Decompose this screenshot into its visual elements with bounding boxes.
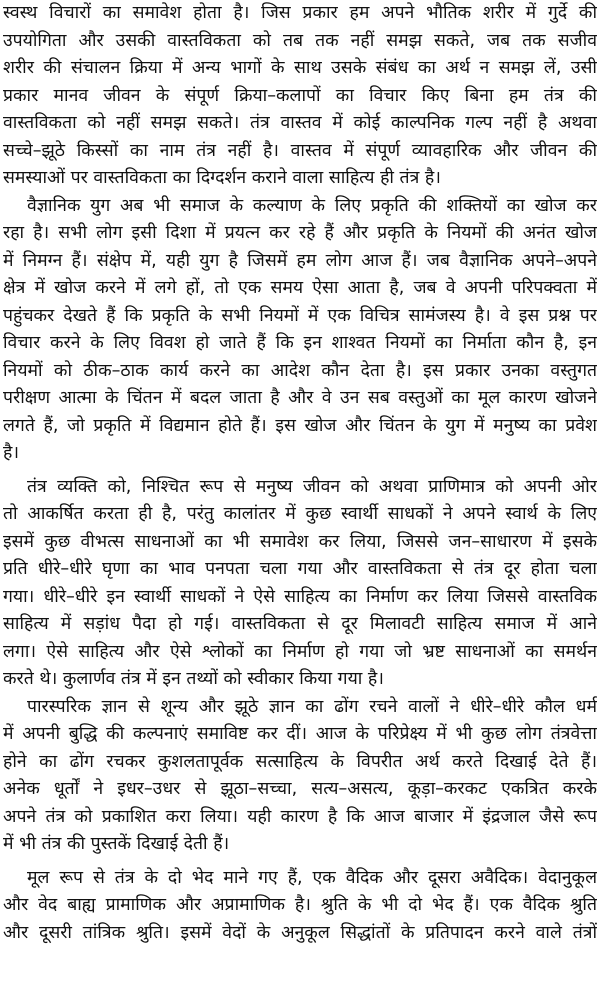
text-line: साहित्य में सड़ांध पैदा हो गई। वास्तविकता से दूर मिलावटी साहित्य समाज में आने [3, 614, 597, 634]
text-line: करते थे। कुलार्णव तंत्र में इन तथ्यों को स्वीकार किया गया है। [3, 669, 384, 689]
paragraph-4 [3, 694, 597, 859]
text-line: स्वस्थ विचारों का समावेश होता है। जिस प्रकार हम अपने भौतिक शरीर में गुर्दे की [3, 3, 597, 23]
text-line: और वेद बाह्य प्रामाणिक और अप्रामाणिक है। श्रुति के भी दो भेद हैं। एक वैदिक श्रुति [3, 895, 597, 915]
text-line: प्रति धीरे–धीरे घृणा का भाव पनपता चला गया और वास्तविकता से तंत्र दूर होता चला [3, 559, 597, 579]
text-line: पारस्परिक ज्ञान से शून्य और झूठे ज्ञान का ढोंग रचने वालों ने धीरे–धीरे कौल धर्म [27, 696, 597, 717]
text-line: परीक्षण आत्मा के चिंतन में बदल जाता है और वे उन सब वस्तुओं का मूल कारण खोजने [3, 388, 597, 408]
text-line: होने का ढोंग रचकर कुशलतापूर्वक सत्साहित्य के विपरीत अर्थ करते दिखाई देते हैं। [3, 751, 597, 772]
text-line: वास्तविकता को नहीं समझ सकते। तंत्र वास्तव में कोई काल्पनिक गल्प नहीं है अथवा [3, 113, 597, 133]
text-line: क्षेत्र में खोज करने में लगे हों, तो एक समय ऐसा आता है, जब वे अपनी परिपक्वता में [3, 278, 597, 298]
text-line: शरीर की संचालन क्रिया में अन्य भागों के साथ उसके संबंध का अर्थ न समझ लें, उसी [3, 58, 597, 78]
text-line: गया। धीरे–धीरे इन स्वार्थी साधकों ने ऐसे साहित्य का निर्माण कर लिया जिससे वास्तविक [3, 586, 597, 607]
text-line: तंत्र व्यक्ति को, निश्चित रूप से मनुष्य जीवन को अथवा प्राणिमात्र को अपनी ओर [27, 476, 597, 497]
paragraph-5 [3, 865, 597, 948]
text-line: अपने तंत्र को प्रकाशित करा लिया। यही कारण है कि आज बाजार में इंद्रजाल जैसे रूप [3, 806, 597, 827]
text-line: तो आकर्षित करता ही है, परंतु कालांतर में कुछ स्वार्थी साधकों ने अपने स्वार्थ के लिए [3, 504, 597, 524]
text-line: वैज्ञानिक युग अब भी समाज के कल्याण के लिए प्रकृति की शक्तियों का खोज कर [27, 195, 597, 216]
text-line: रहा है। सभी लोग इसी दिशा में प्रयत्न कर रहे हैं और प्रकृति के नियमों की अनंत खोज [3, 223, 597, 243]
text-line: उपयोगिता और उसकी वास्तविकता को तब तक नहीं समझ सकते, जब तक सजीव [3, 30, 597, 51]
text-line: समस्याओं पर वास्तविकता का दिग्दर्शन कराने वाला साहित्य ही तंत्र है। [3, 168, 441, 188]
text-line: सच्चे–झूठे किस्सों का नाम तंत्र नहीं है। वास्तव में संपूर्ण व्यावहारिक और जीवन की [3, 140, 597, 161]
text-line: मूल रूप से तंत्र के दो भेद माने गए हैं, एक वैदिक और दूसरा अवैदिक। वेदानुकूल [27, 867, 597, 888]
text-line: नियमों को ठीक–ठाक कार्य करने का आदेश कौन देता है। इस प्रकार उनका वस्तुगत [3, 360, 597, 381]
text-line: लगा। ऐसे साहित्य और ऐसे श्लोकों का निर्माण हो गया जो भ्रष्ट साधनाओं का समर्थन [3, 641, 597, 662]
paragraph-2 [3, 193, 597, 468]
text-line: और दूसरी तांत्रिक श्रुति। इसमें वेदों के अनुकूल सिद्धांतों के प्रतिपादन करने वाले तंत्रों [3, 922, 597, 943]
text-line: पहुंचकर देखते हैं कि प्रकृति के सभी नियमों में एक विचित्र सामंजस्य है। वे इस प्रश्न पर [3, 305, 597, 326]
text-line: में भी तंत्र की पुस्तकें दिखाई देती हैं। [3, 834, 230, 854]
text-line: में निमग्न हैं। संक्षेप में, यही युग है जिसमें हम लोग आज हैं। जब वैज्ञानिक अपने–अपने [3, 250, 597, 271]
paragraph-3 [3, 474, 597, 694]
text-line: इसमें कुछ वीभत्स साधनाओं का भी समावेश कर लिया, जिससे जन–साधारण में इसके [3, 531, 597, 552]
text-line: में अपनी बुद्धि की कल्पनाएं समाविष्ट कर दीं। आज के परिप्रेक्ष्य में भी कुछ लोग तंत्रवेत्ता [3, 724, 597, 744]
text-line: विचार करने के लिए विवश हो जाते हैं कि इन शाश्वत नियमों का निर्माता कौन है, इन [3, 333, 597, 353]
text-line: लगते हैं, जो प्रकृति में विद्यमान होते हैं। इस खोज और चिंतन के युग में मनुष्य का प्रवेश [3, 415, 597, 436]
paragraph-1 [3, 0, 597, 193]
text-line: है। [3, 443, 20, 463]
text-line: अनेक धूर्तों ने इधर–उधर से झूठा–सच्चा, सत्य–असत्य, कूड़ा–करकट एकत्रित करके [3, 779, 597, 799]
text-line: प्रकार मानव जीवन के संपूर्ण क्रिया–कलापों का विचार किए बिना हम तंत्र की [3, 85, 597, 106]
